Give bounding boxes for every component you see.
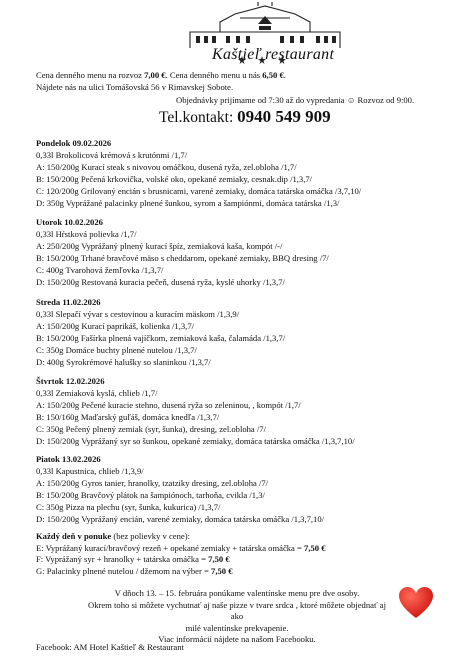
menu-item-b: B: 150/200g Bravčový plátok na šampiónoch, tarhoňa, cvikla /1,3/ [36, 490, 265, 500]
facebook-footer: Facebook: AM Hotel Kaštieľ & Restaurant [36, 642, 184, 652]
note-line: Viac informácií nájdete na našom Facebooku. [158, 634, 316, 645]
menu-item-a: A: 250/200g Vyprážaný plnený kurací špíz, zemiaková kaša, kompót /-/ [36, 241, 283, 251]
weekly-item-price: 7,50 € [304, 542, 326, 553]
day-menu-monday [36, 137, 361, 209]
menu-item-b: B: 150/160g Maďarský guľáš, domáca knedľa /1,3,7/ [36, 412, 220, 422]
menu-item-c: C: 350g Pizza na plechu (syr, šunka, kukurica) /1,3,7/ [36, 502, 221, 512]
day-menu-tuesday [36, 216, 329, 288]
price-line-text: Cena denného menu na rozvoz [36, 70, 145, 80]
menu-item-c: C: 120/200g Grilovaný encián s brusnicami, varené zemiaky, domáca tatárska omáčka /3,7,10/ [36, 186, 362, 196]
menu-item-b: B: 150/200g Trhané bravčové mäso s cheddarom, opekané zemiaky, BBQ dresing /7/ [36, 253, 329, 263]
soup-item: 0,33l Zemiaková kyslá, chlieb /1,7/ [36, 388, 158, 398]
menu-item-d: D: 150/200g Vyprážaný syr so šunkou, opekané zemiaky, domáca tatárska omáčka /1,3,7,10/ [36, 436, 355, 446]
day-title: Piatok 13.02.2026 [36, 454, 101, 464]
menu-item-a: A: 150/200g Kurací steak s nivovou omáčkou, dusená ryža, zel.obloha /1,7/ [36, 162, 297, 172]
weekly-item-text: F: Vyprážaný syr + hranolky + tatárska omáčka = [36, 554, 209, 565]
phone-contact [159, 107, 331, 127]
soup-item: 0,33l Brokolicová krémová s krutónmi /1,7/ [36, 150, 188, 160]
weekly-item-g [36, 566, 326, 578]
address-line: Nájdete nás na ulici Tomášovská 56 v Rimavskej Sobote. [36, 82, 234, 92]
menu-item-a: A: 150/200g Gyros tanier, hranolky, tzatziky dresing, zel.obloha /7/ [36, 478, 269, 488]
contact-phone[interactable]: 0940 549 909 [237, 107, 331, 126]
menu-item-c: C: 350g Domáce buchty plnené nutelou /1,3,7/ [36, 345, 197, 355]
weekly-item-f [36, 554, 326, 566]
soup-item: 0,33l Hŕstková polievka /1,7/ [36, 229, 137, 239]
contact-label: Tel.kontakt: [159, 109, 238, 126]
menu-item-d: D: 150/200g Restovaná kuracia pečeň, dusená ryža, kyslé uhorky /1,3,7/ [36, 277, 285, 287]
note-line: V dňoch 13. – 15. februára ponúkame valentínske menu pre dve osoby. [114, 588, 360, 598]
menu-item-d: D: 150/200g Vyprážaný encián, varené zemiaky, domáca tatárska omáčka /1,3,7,10/ [36, 514, 325, 524]
day-title: Utorok 10.02.2026 [36, 217, 103, 227]
menu-item-c: C: 400g Tvarohová žemľovka /1,3,7/ [36, 265, 164, 275]
menu-item-d: D: 350g Vyprážané palacinky plnené šunkou, syrom a šampiónmi, domáca tatárska /1,3/ [36, 198, 340, 208]
price-line-end: . [283, 70, 286, 80]
orders-info: Objednávky prijímame od 7:30 až do vypredania ☺ Rozvoz od 9:00. [176, 95, 415, 105]
price-line-mid: . Cena denného menu u nás [165, 70, 263, 80]
menu-item-a: A: 150/200g Pečené kuracie stehno, dusená ryža so zeleninou, , kompót /1,7/ [36, 400, 301, 410]
valentine-note [86, 588, 388, 646]
logo-text: Kaštieľ restaurant [212, 46, 335, 63]
price-line [36, 69, 286, 81]
onsite-price: 6,50 € [262, 70, 284, 80]
weekly-item-text: E: Vyprážaný kurací/bravčový rezeň + opekané zemiaky + tatárska omáčka = [36, 542, 305, 553]
menu-item-b: B: 150/200g Pečená krkovička, volské oko, opekané zemiaky, cesnak.dip /1,3,7/ [36, 174, 313, 184]
note-line: Okrem toho si môžete vychutnať aj naše pizze v tvare srdca , ktoré môžete objednať aj ako [88, 599, 386, 622]
weekly-offer [36, 531, 326, 577]
day-menu-wednesday [36, 296, 285, 368]
weekly-title: Každý deň v ponuke [36, 531, 112, 541]
day-menu-thursday [36, 375, 355, 447]
weekly-item-price: 7,50 € [208, 554, 230, 565]
soup-item: 0,33l Kapustnica, chlieb /1,3,9/ [36, 466, 144, 476]
day-title: Štvrtok 12.02.2026 [36, 376, 105, 386]
weekly-item-price: 7,50 € [211, 565, 233, 576]
day-title: Streda 11.02.2026 [36, 297, 101, 307]
intro-text [36, 69, 286, 93]
day-title: Pondelok 09.02.2026 [36, 138, 112, 148]
weekly-subtitle: (bez polievky v cene): [111, 531, 190, 541]
weekly-item-text: G: Palacinky plnené nutelou / džemom na výber = [36, 565, 212, 576]
menu-item-b: B: 150/200g Fašírka plnená vajíčkom, zemiaková kaša, čalamáda /1,3,7/ [36, 333, 286, 343]
weekly-item-e [36, 543, 326, 555]
weekly-title-line [36, 531, 326, 543]
menu-item-c: C: 350g Pečený plnený zemiak (syr, šunka), dresing, zel.obloha /7/ [36, 424, 266, 434]
day-menu-friday [36, 453, 324, 525]
red-heart-icon [398, 586, 434, 620]
soup-item: 0,33l Slepačí vývar s cestovinou a kuracím mäskom /1,3,9/ [36, 309, 240, 319]
menu-item-a: A: 150/200g Kurací paprikáš, kolienka /1,3,7/ [36, 321, 194, 331]
delivery-price: 7,00 € [144, 70, 166, 80]
note-line: milé valentínske prekvapenie. [185, 622, 289, 633]
menu-item-d: D: 400g Syrokrémové halušky so slaninkou /1,3,7/ [36, 357, 211, 367]
